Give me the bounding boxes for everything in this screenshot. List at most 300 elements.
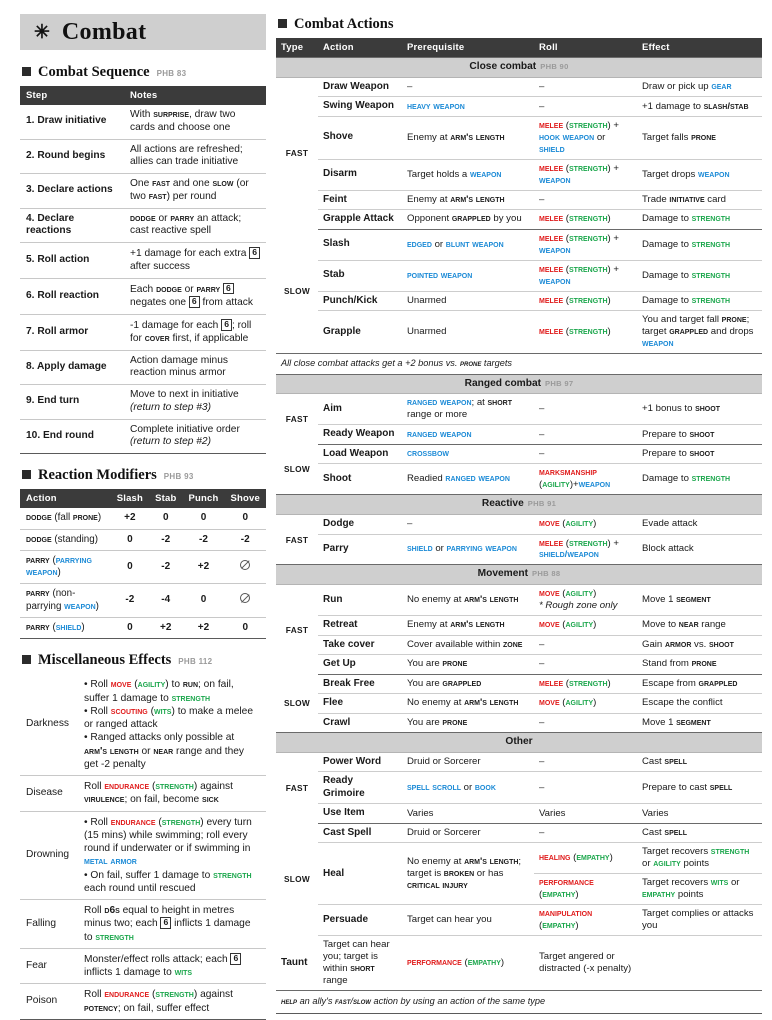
stab-modifier: 0 [149, 508, 182, 529]
page-reference: PHB 112 [178, 657, 213, 667]
column-header-shove: Shove [224, 489, 266, 508]
action-roll: move (agility) * Rough zone only [534, 585, 637, 616]
slash-modifier: -2 [111, 584, 149, 617]
stab-modifier: -4 [149, 584, 182, 617]
combat-actions-body [276, 58, 762, 1014]
action-roll: – [534, 772, 637, 804]
column-header-step: Step [20, 86, 124, 105]
sequence-step: 9. End turn [20, 385, 124, 420]
table-row [20, 278, 266, 315]
action-prerequisite: Readied ranged weapon [402, 464, 534, 495]
section-header-combat-actions [278, 16, 762, 33]
action-roll: – [534, 77, 637, 97]
action-prerequisite: – [402, 515, 534, 535]
action-name: Heal [318, 843, 402, 905]
action-name: Stab [318, 260, 402, 291]
action-type: FAST [285, 414, 309, 425]
misc-effects-body [20, 674, 266, 1019]
square-bullet-icon [278, 19, 287, 28]
effect-label: Fear [20, 948, 78, 984]
table-row [20, 139, 266, 174]
sequence-step: 8. Apply damage [20, 350, 124, 385]
page-reference: PHB 88 [532, 569, 561, 579]
action-effect: +1 damage to slash/stab [637, 97, 762, 117]
action-type: SLOW [283, 464, 311, 475]
table-row [20, 674, 266, 775]
action-effect: Varies [637, 804, 762, 824]
action-name: Cast Spell [318, 823, 402, 843]
action-name: Punch/Kick [318, 291, 402, 311]
action-effect: Target angered or distracted (-x penalty) [534, 936, 637, 991]
action-name: Retreat [318, 616, 402, 636]
table-row [20, 208, 266, 243]
table-footer [276, 991, 762, 1014]
action-prerequisite: Target can hear you; target is within short range [318, 936, 402, 991]
sequence-note: dodge or parry an attack; cast reactive spell [124, 208, 266, 243]
action-prerequisite: Druid or Sorcerer [402, 823, 534, 843]
action-name: Load Weapon [318, 444, 402, 464]
action-roll: – [534, 635, 637, 655]
action-name: Flee [318, 694, 402, 714]
table-row [20, 776, 266, 812]
action-roll: melee (strength) + weapon [534, 260, 637, 291]
action-type: FAST [285, 783, 309, 793]
table-header-row [20, 489, 266, 508]
action-prerequisite: Enemy at arm's length [402, 116, 534, 159]
action-roll: – [534, 97, 637, 117]
action-effect: Target drops weapon [637, 159, 762, 190]
action-type: SLOW [283, 285, 311, 296]
action-prerequisite: Target can hear you [402, 905, 534, 936]
not-applicable-icon [240, 593, 250, 603]
action-effect: Draw or pick up gear [637, 77, 762, 97]
combat-actions-table [276, 38, 762, 1014]
stab-modifier: -2 [149, 529, 182, 551]
table-row [276, 190, 762, 210]
table-row [276, 635, 762, 655]
sequence-step: 1. Draw initiative [20, 105, 124, 139]
effect-label: Falling [20, 900, 78, 949]
sequence-note: Complete initiative order (return to step #2) [124, 419, 266, 454]
shove-modifier [224, 584, 266, 617]
sequence-step: 2. Round begins [20, 139, 124, 174]
action-name: Parry [318, 534, 402, 565]
section-title: Miscellaneous Effects [38, 652, 172, 669]
table-row [276, 804, 762, 824]
action-prerequisite: You are prone [402, 713, 534, 733]
table-row [276, 655, 762, 675]
column-header-slash: Slash [111, 489, 149, 508]
sequence-note: -1 damage for each 6 ; roll for cover first, if applicable [124, 315, 266, 351]
action-effect: Evade attack [637, 515, 762, 535]
punch-modifier: 0 [182, 508, 224, 529]
section-header-reaction-modifiers [22, 467, 266, 484]
action-group-header [276, 733, 762, 753]
square-bullet-icon [22, 67, 31, 76]
sequence-note: +1 damage for each extra 6 after success [124, 243, 266, 279]
action-effect: Damage to strength [637, 464, 762, 495]
action-effect: Move 1 segment [637, 585, 762, 616]
section-title: Combat Sequence [38, 64, 150, 80]
table-header-row [276, 38, 762, 58]
action-prerequisite: ranged weapon [402, 425, 534, 445]
effect-description: Roll endurance (strength) against potency; on fail, suffer effect [78, 984, 266, 1020]
action-prerequisite: Enemy at arm's length [402, 616, 534, 636]
effect-label: Darkness [20, 674, 78, 775]
action-roll: – [534, 752, 637, 772]
table-row [276, 210, 762, 230]
action-name: Aim [318, 394, 402, 425]
table-row [276, 752, 762, 772]
footer-note: help an ally's fast/slow action by using an action of the same type [276, 991, 762, 1014]
action-prerequisite: Target holds a weapon [402, 159, 534, 190]
action-effect: Damage to strength [637, 291, 762, 311]
column-header-action: Action [20, 489, 111, 508]
table-row [276, 260, 762, 291]
action-name: Shoot [318, 464, 402, 495]
action-roll: – [534, 823, 637, 843]
action-roll: performance (empathy) [402, 936, 534, 991]
sequence-step: 4. Declare reactions [20, 208, 124, 243]
page-reference: PHB 97 [545, 378, 574, 388]
shove-modifier: 0 [224, 617, 266, 639]
action-effect: Target falls prone [637, 116, 762, 159]
action-effect: +1 bonus to shoot [637, 394, 762, 425]
slash-modifier: 0 [111, 617, 149, 639]
action-prerequisite: spell scroll or book [402, 772, 534, 804]
action-prerequisite: Unarmed [402, 291, 534, 311]
action-name: Break Free [318, 674, 402, 694]
table-row [20, 350, 266, 385]
reaction-action: parry (shield) [20, 617, 111, 639]
effect-description: Roll endurance (strength) against virulence; on fail, become sick [78, 776, 266, 812]
action-effect: Damage to strength [637, 229, 762, 260]
action-roll: melee (strength) + weapon [534, 159, 637, 190]
table-row [276, 444, 762, 464]
action-effect: Escape from grappled [637, 674, 762, 694]
action-effect: Prepare to cast spell [637, 772, 762, 804]
action-effect: Move to near range [637, 616, 762, 636]
action-prerequisite: edged or blunt weapon [402, 229, 534, 260]
action-group-header [276, 565, 762, 585]
table-row [276, 905, 762, 936]
table-row [276, 585, 762, 616]
punch-modifier: -2 [182, 529, 224, 551]
punch-modifier: 0 [182, 584, 224, 617]
punch-modifier: +2 [182, 551, 224, 584]
column-header-prerequisite: Prerequisite [402, 38, 534, 58]
action-prerequisite: shield or parrying weapon [402, 534, 534, 565]
sequence-step: 6. Roll reaction [20, 278, 124, 315]
action-name: Dodge [318, 515, 402, 535]
table-row [20, 617, 266, 639]
section-title: Combat Actions [294, 16, 394, 32]
column-header-effect: Effect [637, 38, 762, 58]
action-roll: melee (strength) + weapon [534, 229, 637, 260]
sequence-note: One fast and one slow (or two fast) per round [124, 174, 266, 209]
sequence-note: With surprise, draw two cards and choose one [124, 105, 266, 139]
column-header-punch: Punch [182, 489, 224, 508]
effect-label: Disease [20, 776, 78, 812]
table-row [20, 529, 266, 551]
action-effect: Target complies or attacks you [637, 905, 762, 936]
group-note [276, 354, 762, 375]
action-effect: Cast spell [637, 823, 762, 843]
table-row [20, 551, 266, 584]
action-prerequisite: Druid or Sorcerer [402, 752, 534, 772]
table-row [276, 464, 762, 495]
table-row [20, 900, 266, 949]
action-name: Ready Grimoire [318, 772, 402, 804]
table-row [20, 584, 266, 617]
column-header-type: Type [276, 38, 318, 58]
group-label: Movement PHB 88 [276, 565, 762, 585]
table-row [276, 694, 762, 714]
action-roll: – [534, 713, 637, 733]
action-roll: marksmanship (agility)+weapon [534, 464, 637, 495]
action-name: Slash [318, 229, 402, 260]
action-name: Swing Weapon [318, 97, 402, 117]
slash-modifier: +2 [111, 508, 149, 529]
column-header-notes: Notes [124, 86, 266, 105]
action-roll: melee (strength) [534, 311, 637, 354]
star-asterisk-icon: ✳ [34, 21, 50, 43]
action-effect: Escape the conflict [637, 694, 762, 714]
action-roll: melee (strength) + shield/weapon [534, 534, 637, 565]
table-row [276, 291, 762, 311]
action-name: Get Up [318, 655, 402, 675]
action-prerequisite: Varies [402, 804, 534, 824]
square-bullet-icon [22, 470, 31, 479]
effect-description: Roll d6s equal to height in metres minus two; each 6 inflicts 1 damage to strength [78, 900, 266, 949]
sequence-note: All actions are refreshed; allies can trade initiative [124, 139, 266, 174]
action-prerequisite: You are grappled [402, 674, 534, 694]
action-name: Shove [318, 116, 402, 159]
table-row [276, 425, 762, 445]
table-row [276, 159, 762, 190]
action-name: Use Item [318, 804, 402, 824]
action-name: Persuade [318, 905, 402, 936]
action-roll: – [534, 444, 637, 464]
table-row [276, 616, 762, 636]
section-header-misc-effects [22, 652, 266, 669]
action-prerequisite: – [402, 77, 534, 97]
table-row [20, 508, 266, 529]
table-row [20, 174, 266, 209]
action-roll: melee (strength) [534, 291, 637, 311]
action-roll: – [534, 394, 637, 425]
combat-sequence-table [20, 86, 266, 454]
table-row [276, 936, 762, 991]
table-row [276, 229, 762, 260]
sequence-step: 7. Roll armor [20, 315, 124, 351]
action-name: Taunt [276, 936, 318, 991]
action-group-header [276, 374, 762, 394]
square-bullet-icon [22, 655, 31, 664]
action-name: Feint [318, 190, 402, 210]
sequence-note: Action damage minus reaction minus armor [124, 350, 266, 385]
action-roll: – [534, 425, 637, 445]
action-name: Crawl [318, 713, 402, 733]
action-group-header [276, 58, 762, 78]
action-name: Power Word [318, 752, 402, 772]
action-roll: move (agility) [534, 616, 637, 636]
action-name: Take cover [318, 635, 402, 655]
table-row [276, 534, 762, 565]
column-header-stab: Stab [149, 489, 182, 508]
slash-modifier: 0 [111, 529, 149, 551]
group-note-text: All close combat attacks get a +2 bonus vs. prone targets [276, 354, 762, 375]
reaction-action: parry (non-parrying weapon) [20, 584, 111, 617]
not-applicable-icon [240, 560, 250, 570]
effect-description: • Roll move (agility) to run; on fail, suffer 1 damage to strength • Roll scouting (wits) to make a melee or ranged attack • Ranged attacks only possible at arm's length or near range and they get -2 penalty [78, 674, 266, 775]
action-effect: Stand from prone [637, 655, 762, 675]
section-header-combat-sequence [22, 64, 266, 81]
action-prerequisite: Unarmed [402, 311, 534, 354]
stab-modifier: +2 [149, 617, 182, 639]
table-row [276, 772, 762, 804]
shove-modifier [224, 551, 266, 584]
action-effect-alt: Target recovers wits or empathy points [637, 874, 762, 905]
action-roll: manipulation (empathy) [534, 905, 637, 936]
reaction-action: dodge (fall prone) [20, 508, 111, 529]
sequence-step: 10. End round [20, 419, 124, 454]
action-roll: move (agility) [534, 515, 637, 535]
slash-modifier: 0 [111, 551, 149, 584]
action-prerequisite: ranged weapon; at short range or more [402, 394, 534, 425]
section-title: Reaction Modifiers [38, 467, 157, 483]
group-label: Reactive PHB 91 [276, 495, 762, 515]
page-banner [20, 14, 266, 50]
sequence-step: 5. Roll action [20, 243, 124, 279]
column-header-roll: Roll [534, 38, 637, 58]
action-prerequisite: No enemy at arm's length; target is broken or has critical injury [402, 843, 534, 905]
action-effect: Target recovers strength or agility points [637, 843, 762, 874]
action-prerequisite: Cover available within zone [402, 635, 534, 655]
table-header-row [20, 86, 266, 105]
action-name: Ready Weapon [318, 425, 402, 445]
group-label: Ranged combat PHB 97 [276, 374, 762, 394]
stab-modifier: -2 [149, 551, 182, 584]
table-row [276, 843, 762, 874]
action-roll: – [534, 655, 637, 675]
action-type: SLOW [283, 698, 311, 708]
action-roll: melee (strength) + hook weapon or shield [534, 116, 637, 159]
action-roll: melee (strength) [534, 210, 637, 230]
action-roll-alt: performance (empathy) [534, 874, 637, 905]
effect-description: Monster/effect rolls attack; each 6 inflicts 1 damage to wits [78, 948, 266, 984]
sequence-note: Each dodge or parry 6 negates one 6 from attack [124, 278, 266, 315]
page-title: Combat [61, 18, 147, 45]
action-roll: – [534, 190, 637, 210]
action-type: FAST [285, 534, 309, 545]
action-prerequisite: heavy weapon [402, 97, 534, 117]
action-type: FAST [285, 148, 309, 159]
reaction-action: parry (parrying weapon) [20, 551, 111, 584]
table-row [20, 315, 266, 351]
combat-sequence-body [20, 105, 266, 454]
misc-effects-table [20, 674, 266, 1020]
table-row [276, 97, 762, 117]
action-prerequisite: crossbow [402, 444, 534, 464]
effect-description: • Roll endurance (strength) every turn (15 mins) while swimming; roll every round if underwater or if swimming in metal armor • On fail, suffer 1 damage to strength each round until rescued [78, 811, 266, 900]
action-roll: melee (strength) [534, 674, 637, 694]
action-prerequisite: pointed weapon [402, 260, 534, 291]
action-name: Disarm [318, 159, 402, 190]
effect-label: Drowning [20, 811, 78, 900]
action-effect: Block attack [637, 534, 762, 565]
action-effect: Damage to strength [637, 260, 762, 291]
reaction-modifiers-body [20, 508, 266, 639]
action-prerequisite: Enemy at arm's length [402, 190, 534, 210]
page-reference: PHB 83 [156, 69, 187, 78]
action-prerequisite: No enemy at arm's length [402, 585, 534, 616]
table-row [20, 243, 266, 279]
reaction-action: dodge (standing) [20, 529, 111, 551]
page-reference: PHB 90 [540, 62, 569, 71]
table-row [276, 823, 762, 843]
group-label: Other [276, 733, 762, 753]
action-prerequisite: You are prone [402, 655, 534, 675]
action-effect: Prepare to shoot [637, 444, 762, 464]
table-row [20, 105, 266, 139]
sequence-note: Move to next in initiative (return to step #3) [124, 385, 266, 420]
action-name: Grapple Attack [318, 210, 402, 230]
page-reference: PHB 93 [163, 472, 194, 481]
table-row [276, 116, 762, 159]
action-effect: Trade initiative card [637, 190, 762, 210]
table-row [20, 984, 266, 1020]
action-name: Run [318, 585, 402, 616]
action-group-header [276, 495, 762, 515]
action-prerequisite: Opponent grappled by you [402, 210, 534, 230]
table-row [20, 811, 266, 900]
column-header-action: Action [318, 38, 402, 58]
action-effect: Gain armor vs. shoot [637, 635, 762, 655]
action-roll: move (agility) [534, 694, 637, 714]
action-type: FAST [285, 624, 309, 635]
action-roll: healing (empathy) [534, 843, 637, 874]
left-column [8, 14, 266, 1014]
action-name: Grapple [318, 311, 402, 354]
action-effect: Prepare to shoot [637, 425, 762, 445]
action-effect: Move 1 segment [637, 713, 762, 733]
page-reference: PHB 91 [527, 499, 557, 509]
action-type: SLOW [283, 874, 311, 885]
table-row [276, 77, 762, 97]
shove-modifier: 0 [224, 508, 266, 529]
action-prerequisite: No enemy at arm's length [402, 694, 534, 714]
table-row [276, 515, 762, 535]
table-row [276, 713, 762, 733]
table-row [276, 394, 762, 425]
table-row [276, 674, 762, 694]
table-row [20, 948, 266, 984]
action-name: Draw Weapon [318, 77, 402, 97]
table-row [20, 385, 266, 420]
group-label: Close combat PHB 90 [276, 58, 762, 78]
table-row [20, 419, 266, 454]
right-column [276, 14, 762, 1007]
punch-modifier: +2 [182, 617, 224, 639]
action-effect: You and target fall prone; target grappled and drops weapon [637, 311, 762, 354]
table-row [276, 311, 762, 354]
shove-modifier: -2 [224, 529, 266, 551]
action-effect: Damage to strength [637, 210, 762, 230]
action-effect: Cast spell [637, 752, 762, 772]
reaction-modifiers-table [20, 489, 266, 639]
effect-label: Poison [20, 984, 78, 1020]
